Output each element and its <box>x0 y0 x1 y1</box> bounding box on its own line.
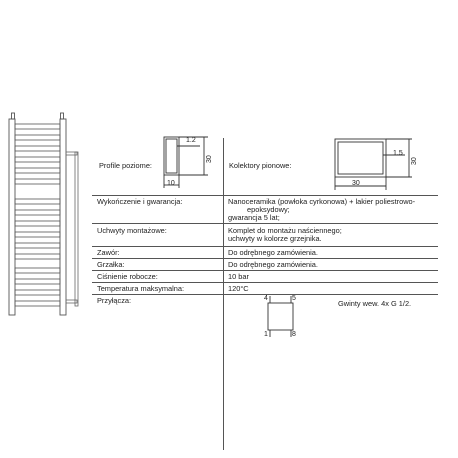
spec-label-heater: Grzałka: <box>97 260 125 269</box>
vertical-profile-width: 30 <box>352 180 360 187</box>
connection-top-left: 4 <box>264 295 268 302</box>
connections-label: Przyłącza: <box>97 296 132 305</box>
horizontal-profile-wall: 1.2 <box>186 137 196 144</box>
spec-label-finish: Wykończenie i gwarancja: <box>97 197 183 206</box>
spec-value-finish-1: Nanoceramika (powłoka cyrkonowa) + lakier poliestrowo- <box>228 197 416 206</box>
connections-note: Gwinty wew. 4x G 1/2. <box>338 299 412 308</box>
spec-value-brackets-2: uchwyty w kolorze grzejnika. <box>228 234 322 243</box>
spec-label-brackets: Uchwyty montażowe: <box>97 226 167 235</box>
spec-value-brackets-1: Komplet do montażu naściennego; <box>228 226 342 235</box>
spec-label-valve: Zawór: <box>97 248 120 257</box>
horizontal-profile-label: Profile poziome: <box>99 161 152 170</box>
spec-value-finish-2: epoksydowy; <box>247 205 290 214</box>
spec-value-finish-3: gwarancja 5 lat; <box>228 213 280 222</box>
spec-label-temperature: Temperatura maksymalna: <box>97 284 185 293</box>
spec-label-pressure: Ciśnienie robocze: <box>97 272 158 281</box>
spec-value-heater: Do odrębnego zamówienia. <box>228 260 318 269</box>
connection-bottom-left: 1 <box>264 331 268 338</box>
connection-top-right: 5 <box>292 295 296 302</box>
connection-bottom-right: 8 <box>292 331 296 338</box>
vertical-profile-label: Kolektory pionowe: <box>229 161 292 170</box>
spec-value-pressure: 10 bar <box>228 272 249 281</box>
horizontal-profile-width: 10 <box>167 180 175 187</box>
spec-value-temperature: 120°C <box>228 284 249 293</box>
horizontal-profile-height: 30 <box>206 155 213 163</box>
vertical-profile-wall: 1.5 <box>393 150 403 157</box>
vertical-profile-height: 30 <box>411 157 418 165</box>
spec-value-valve: Do odrębnego zamówienia. <box>228 248 318 257</box>
